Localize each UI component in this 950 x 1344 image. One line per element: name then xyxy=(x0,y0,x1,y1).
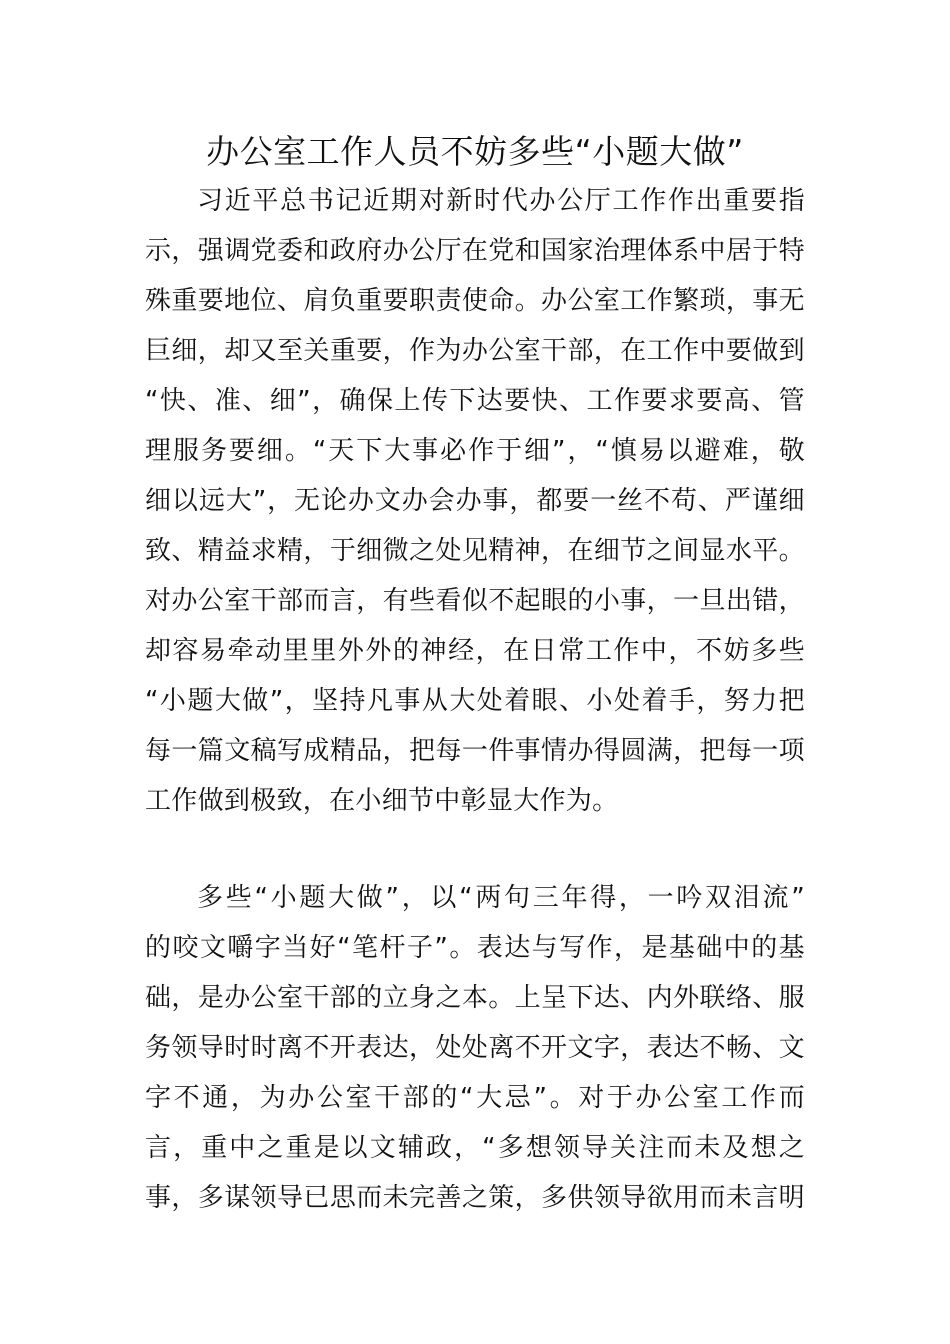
paragraph-line: 巨细，却又至关重要，作为办公室干部，在工作中要做到 xyxy=(145,336,805,366)
paragraph-line: 础，是办公室干部的立身之本。上呈下达、内外联络、服 xyxy=(145,983,805,1013)
body-paragraph-2 xyxy=(145,873,805,1223)
paragraph-line: 言，重中之重是以文辅政，“多想领导关注而未及想之 xyxy=(145,1133,805,1163)
paragraph-line: 细以远大”，无论办文办会办事，都要一丝不苟、严谨细 xyxy=(145,486,805,516)
paragraph-line: 致、精益求精，于细微之处见精神，在细节之间显水平。 xyxy=(145,536,805,566)
paragraph-line: 务领导时时离不开表达，处处离不开文字，表达不畅、文 xyxy=(145,1033,805,1063)
document-title: 办公室工作人员不妨多些“小题大做” xyxy=(206,132,744,171)
paragraph-line: 对办公室干部而言，有些看似不起眼的小事，一旦出错， xyxy=(145,586,805,616)
paragraph-line: 理服务要细。“天下大事必作于细”，“慎易以避难，敬 xyxy=(145,436,805,466)
paragraph-line: 示，强调党委和政府办公厅在党和国家治理体系中居于特 xyxy=(145,236,805,266)
paragraph-line: 每一篇文稿写成精品，把每一件事情办得圆满，把每一项 xyxy=(145,736,805,766)
paragraph-line: 多些“小题大做”，以“两句三年得，一吟双泪流” xyxy=(197,883,805,913)
paragraph-line: 殊重要地位、肩负重要职责使命。办公室工作繁琐，事无 xyxy=(145,286,805,316)
paragraph-line: 却容易牵动里里外外的神经，在日常工作中，不妨多些 xyxy=(145,636,805,666)
paragraph-line: 字不通，为办公室干部的“大忌”。对于办公室工作而 xyxy=(145,1083,805,1113)
paragraph-line: 习近平总书记近期对新时代办公厅工作作出重要指 xyxy=(197,186,805,216)
paragraph-line: 事，多谋领导已思而未完善之策，多供领导欲用而未言明 xyxy=(145,1183,805,1213)
paragraph-line: “小题大做”，坚持凡事从大处着眼、小处着手，努力把 xyxy=(145,686,805,716)
paragraph-line: 工作做到极致，在小细节中彰显大作为。 xyxy=(145,786,619,816)
paragraph-line: “快、准、细”，确保上传下达要快、工作要求要高、管 xyxy=(145,386,805,416)
body-paragraph-1 xyxy=(145,176,805,826)
paragraph-line: 的咬文嚼字当好“笔杆子”。表达与写作，是基础中的基 xyxy=(145,933,805,963)
